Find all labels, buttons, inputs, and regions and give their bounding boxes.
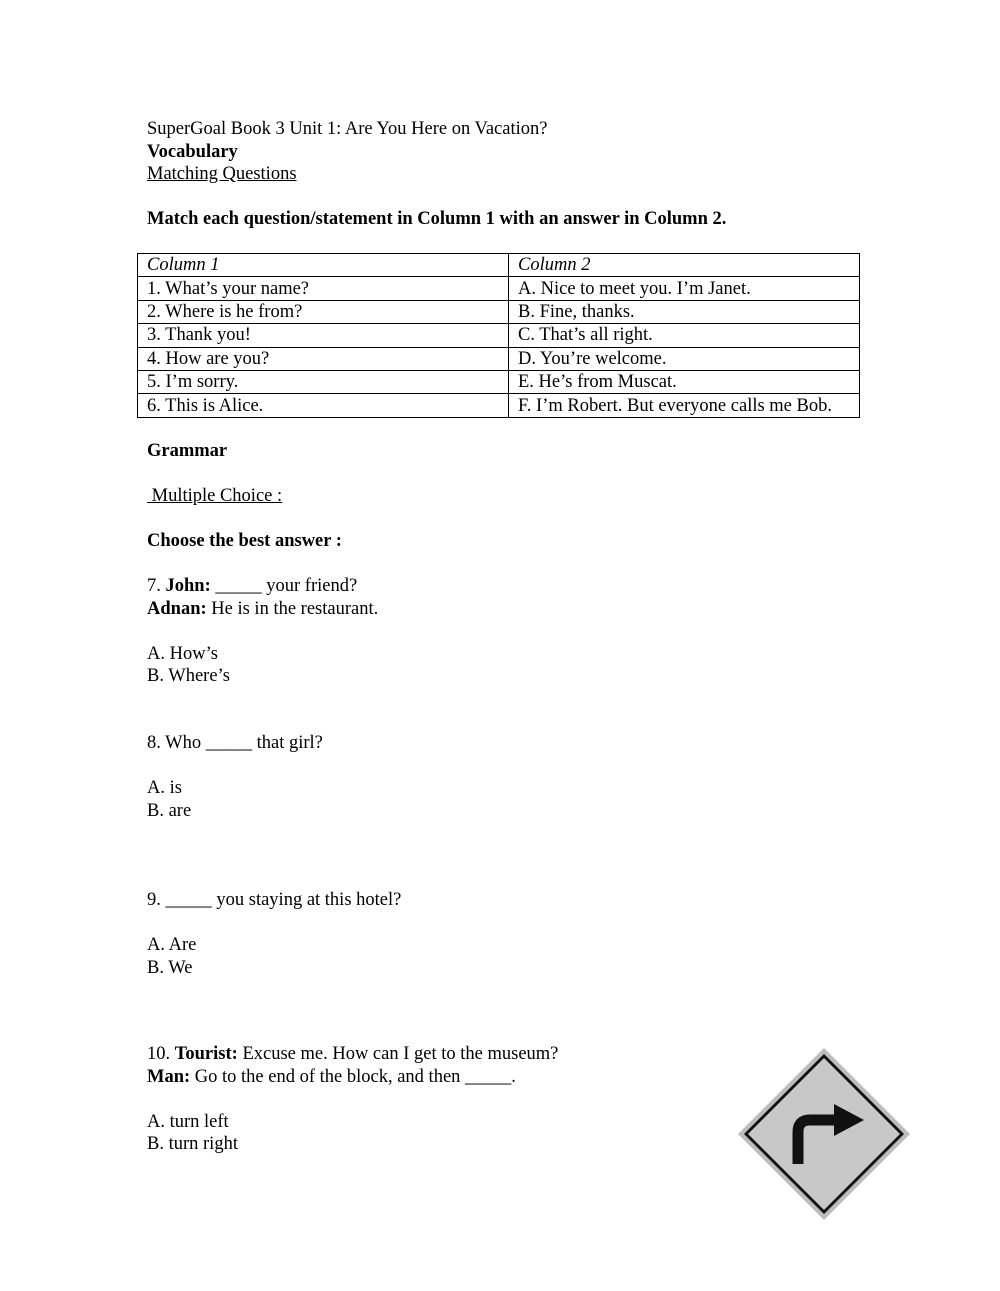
answer-cell: A. Nice to meet you. I’m Janet. <box>509 277 860 300</box>
matching-instruction: Match each question/statement in Column 1 with an answer in Column 2. <box>147 209 727 229</box>
option-b: B. are <box>147 800 192 821</box>
turn-right-sign-icon <box>736 1046 912 1222</box>
question-10-line-2 <box>147 1066 558 1089</box>
question-7-line-1 <box>147 575 378 598</box>
question-7 <box>147 575 378 688</box>
table-row <box>138 324 860 347</box>
option-a: A. How’s <box>147 643 218 664</box>
column-2-header: Column 2 <box>509 254 860 277</box>
sign-face <box>748 1058 900 1210</box>
question-number: 10. <box>147 1044 175 1064</box>
question-cell: 5. I’m sorry. <box>138 370 509 393</box>
question-9 <box>147 889 401 979</box>
table-row <box>138 347 860 370</box>
table-header-row <box>138 254 860 277</box>
answer-cell: F. I’m Robert. But everyone calls me Bob. <box>509 394 860 417</box>
question-cell: 3. Thank you! <box>138 324 509 347</box>
question-text: 9. _____ you staying at this hotel? <box>147 890 402 910</box>
table-row <box>138 277 860 300</box>
section-grammar: Grammar <box>147 441 228 461</box>
question-8 <box>147 732 323 822</box>
answer-cell: C. That’s all right. <box>509 324 860 347</box>
worksheet-title: SuperGoal Book 3 Unit 1: Are You Here on Vacation? <box>147 119 548 139</box>
question-cell: 2. Where is he from? <box>138 300 509 323</box>
answer-cell: D. You’re welcome. <box>509 347 860 370</box>
matching-table <box>137 253 860 418</box>
table-row <box>138 370 860 393</box>
table-row <box>138 394 860 417</box>
option-a: A. Are <box>147 935 197 955</box>
question-10-line-1 <box>147 1043 558 1066</box>
question-text: 8. Who _____ that girl? <box>147 733 323 753</box>
question-text: _____ your friend? <box>210 576 358 596</box>
subsection-matching: Matching Questions <box>147 164 297 184</box>
option-b: B. Where’s <box>147 666 230 686</box>
response-text: He is in the restaurant. <box>206 598 379 619</box>
question-cell: 1. What’s your name? <box>138 277 509 300</box>
speaker-man: Man: <box>147 1066 191 1087</box>
section-vocabulary: Vocabulary <box>147 142 238 162</box>
question-cell: 6. This is Alice. <box>138 394 509 417</box>
question-number: 7. <box>147 576 166 596</box>
question-7-line-2 <box>147 598 378 621</box>
question-10 <box>147 1043 558 1156</box>
option-b: B. We <box>147 957 193 978</box>
answer-cell: E. He’s from Muscat. <box>509 370 860 393</box>
speaker-adnan: Adnan: <box>147 598 207 619</box>
speaker-tourist: Tourist: <box>174 1044 238 1064</box>
speaker-john: John: <box>165 576 211 596</box>
option-b: B. turn right <box>147 1134 238 1154</box>
column-1-header: Column 1 <box>138 254 509 277</box>
question-text: Excuse me. How can I get to the museum? <box>237 1044 559 1064</box>
option-a: A. is <box>147 778 182 798</box>
answer-cell: B. Fine, thanks. <box>509 300 860 323</box>
response-text: Go to the end of the block, and then _____. <box>190 1066 516 1087</box>
subsection-multiple-choice: Multiple Choice : <box>147 486 283 506</box>
grammar-instruction: Choose the best answer : <box>147 531 342 551</box>
option-a: A. turn left <box>147 1111 229 1132</box>
table-row <box>138 300 860 323</box>
question-cell: 4. How are you? <box>138 347 509 370</box>
